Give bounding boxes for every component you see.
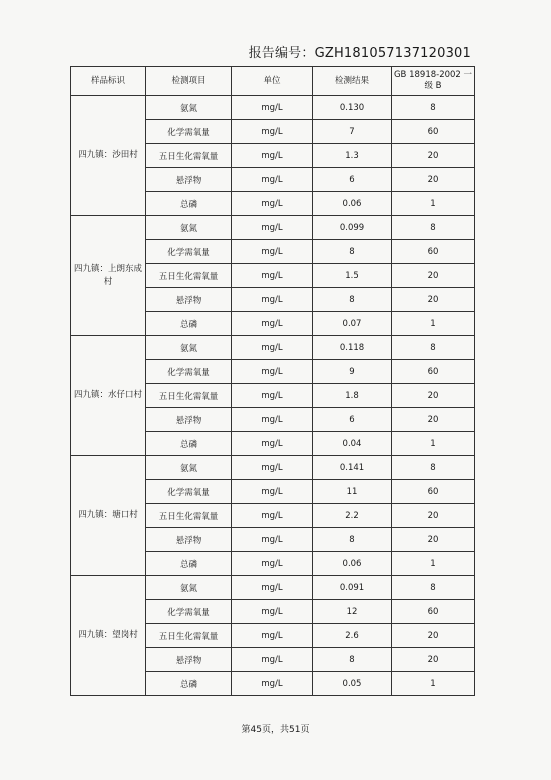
sample-id-cell: 四九镇：塘口村 [71, 456, 146, 576]
standard-limit-cell: 60 [392, 120, 475, 144]
standard-limit-cell: 20 [392, 648, 475, 672]
standard-limit-cell: 20 [392, 144, 475, 168]
header-sample-id: 样品标识 [71, 67, 146, 96]
unit-cell: mg/L [232, 648, 313, 672]
test-item-cell: 氨氮 [146, 216, 232, 240]
result-cell: 0.118 [313, 336, 392, 360]
table-row [71, 336, 475, 360]
report-number: 报告编号：GZH181057137120301 [248, 46, 471, 61]
result-cell: 0.04 [313, 432, 392, 456]
result-cell: 12 [313, 600, 392, 624]
test-item-cell: 五日生化需氧量 [146, 264, 232, 288]
test-item-cell: 总磷 [146, 552, 232, 576]
unit-cell: mg/L [232, 120, 313, 144]
test-item-cell: 总磷 [146, 312, 232, 336]
test-item-cell: 化学需氧量 [146, 120, 232, 144]
test-item-cell: 五日生化需氧量 [146, 144, 232, 168]
standard-limit-cell: 1 [392, 672, 475, 696]
test-item-cell: 悬浮物 [146, 288, 232, 312]
standard-limit-cell: 20 [392, 624, 475, 648]
unit-cell: mg/L [232, 216, 313, 240]
unit-cell: mg/L [232, 672, 313, 696]
result-cell: 0.06 [313, 552, 392, 576]
result-cell: 2.2 [313, 504, 392, 528]
unit-cell: mg/L [232, 240, 313, 264]
test-item-cell: 总磷 [146, 432, 232, 456]
standard-limit-cell: 8 [392, 336, 475, 360]
standard-limit-cell: 8 [392, 216, 475, 240]
standard-limit-cell: 20 [392, 528, 475, 552]
result-cell: 0.05 [313, 672, 392, 696]
standard-limit-cell: 1 [392, 192, 475, 216]
result-cell: 0.06 [313, 192, 392, 216]
result-cell: 8 [313, 648, 392, 672]
sample-id-cell: 四九镇：上朗东成村 [71, 216, 146, 336]
result-cell: 9 [313, 360, 392, 384]
standard-limit-cell: 20 [392, 288, 475, 312]
standard-limit-cell: 8 [392, 456, 475, 480]
table-row [71, 456, 475, 480]
unit-cell: mg/L [232, 504, 313, 528]
unit-cell: mg/L [232, 360, 313, 384]
sample-id-cell: 四九镇：沙田村 [71, 96, 146, 216]
unit-cell: mg/L [232, 384, 313, 408]
standard-limit-cell: 1 [392, 432, 475, 456]
test-item-cell: 悬浮物 [146, 408, 232, 432]
unit-cell: mg/L [232, 552, 313, 576]
unit-cell: mg/L [232, 528, 313, 552]
test-item-cell: 氨氮 [146, 576, 232, 600]
table-row [71, 96, 475, 120]
test-item-cell: 化学需氧量 [146, 240, 232, 264]
result-cell: 0.091 [313, 576, 392, 600]
unit-cell: mg/L [232, 456, 313, 480]
table-header-row [71, 67, 475, 96]
standard-limit-cell: 20 [392, 384, 475, 408]
unit-cell: mg/L [232, 408, 313, 432]
sample-id-cell: 四九镇：水仔口村 [71, 336, 146, 456]
header-unit: 单位 [232, 67, 313, 96]
unit-cell: mg/L [232, 192, 313, 216]
standard-limit-cell: 60 [392, 360, 475, 384]
test-item-cell: 化学需氧量 [146, 480, 232, 504]
result-cell: 8 [313, 528, 392, 552]
standard-limit-cell: 1 [392, 552, 475, 576]
unit-cell: mg/L [232, 600, 313, 624]
result-cell: 1.8 [313, 384, 392, 408]
standard-limit-cell: 20 [392, 504, 475, 528]
test-item-cell: 化学需氧量 [146, 600, 232, 624]
test-item-cell: 氨氮 [146, 456, 232, 480]
test-item-cell: 五日生化需氧量 [146, 504, 232, 528]
table-row [71, 216, 475, 240]
result-cell: 0.099 [313, 216, 392, 240]
test-item-cell: 氨氮 [146, 336, 232, 360]
test-item-cell: 悬浮物 [146, 528, 232, 552]
test-item-cell: 五日生化需氧量 [146, 624, 232, 648]
test-results-table [70, 66, 475, 696]
result-cell: 6 [313, 408, 392, 432]
result-cell: 8 [313, 240, 392, 264]
standard-limit-cell: 20 [392, 408, 475, 432]
result-cell: 6 [313, 168, 392, 192]
unit-cell: mg/L [232, 312, 313, 336]
result-cell: 1.3 [313, 144, 392, 168]
unit-cell: mg/L [232, 168, 313, 192]
table-body [71, 96, 475, 696]
standard-limit-cell: 60 [392, 240, 475, 264]
standard-limit-cell: 1 [392, 312, 475, 336]
standard-limit-cell: 8 [392, 96, 475, 120]
unit-cell: mg/L [232, 288, 313, 312]
unit-cell: mg/L [232, 480, 313, 504]
unit-cell: mg/L [232, 576, 313, 600]
page-footer: 第45页，共51页 [241, 725, 310, 735]
result-cell: 11 [313, 480, 392, 504]
standard-limit-cell: 20 [392, 264, 475, 288]
header-result: 检测结果 [313, 67, 392, 96]
result-cell: 0.07 [313, 312, 392, 336]
test-item-cell: 悬浮物 [146, 168, 232, 192]
unit-cell: mg/L [232, 96, 313, 120]
result-cell: 7 [313, 120, 392, 144]
test-item-cell: 悬浮物 [146, 648, 232, 672]
standard-limit-cell: 8 [392, 576, 475, 600]
standard-limit-cell: 60 [392, 480, 475, 504]
table-row [71, 576, 475, 600]
test-item-cell: 氨氮 [146, 96, 232, 120]
test-item-cell: 总磷 [146, 672, 232, 696]
result-cell: 2.6 [313, 624, 392, 648]
result-cell: 8 [313, 288, 392, 312]
unit-cell: mg/L [232, 144, 313, 168]
test-item-cell: 五日生化需氧量 [146, 384, 232, 408]
header-standard-limit: GB 18918-2002 一级 B [392, 67, 475, 96]
result-cell: 0.141 [313, 456, 392, 480]
sample-id-cell: 四九镇：望岗村 [71, 576, 146, 696]
test-item-cell: 化学需氧量 [146, 360, 232, 384]
standard-limit-cell: 20 [392, 168, 475, 192]
result-cell: 0.130 [313, 96, 392, 120]
header-test-item: 检测项目 [146, 67, 232, 96]
standard-limit-cell: 60 [392, 600, 475, 624]
unit-cell: mg/L [232, 624, 313, 648]
unit-cell: mg/L [232, 432, 313, 456]
unit-cell: mg/L [232, 336, 313, 360]
result-cell: 1.5 [313, 264, 392, 288]
test-item-cell: 总磷 [146, 192, 232, 216]
unit-cell: mg/L [232, 264, 313, 288]
